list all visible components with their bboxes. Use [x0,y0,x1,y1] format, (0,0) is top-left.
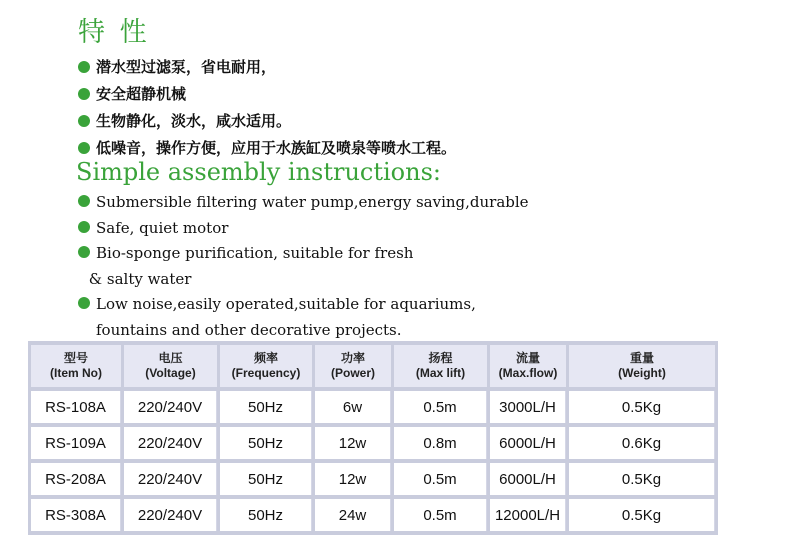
cn-heading: 特 性 [78,17,150,48]
column-header [220,345,312,387]
cell-max-lift: 0.5m [394,463,487,495]
cn-feature-text: 潜水型过滤泵，省电耐用， [96,58,277,76]
cn-feature-text: 安全超静机械 [96,85,187,103]
column-header [315,345,391,387]
en-feature-item [78,241,529,292]
en-feature-text: Submersible filtering water pump,energy saving,durable [96,193,529,211]
table-row [31,427,715,459]
table-row [31,499,715,531]
bullet-icon [78,61,90,73]
bullet-icon [78,88,90,100]
cell-item-no: RS-208A [31,463,121,495]
cell-frequency: 50Hz [220,391,312,423]
column-header [490,345,566,387]
column-header [31,345,121,387]
en-feature-item [78,190,529,216]
bullet-icon [78,297,90,309]
en-feature-text: Low noise,easily operated,suitable for aquariums, [96,295,476,313]
cell-max-lift: 0.8m [394,427,487,459]
en-feature-text-cont: & salty water [84,269,192,288]
en-feature-list [78,190,529,343]
column-header-cn: 功率 [340,351,365,365]
cn-feature-list [78,53,456,161]
cell-frequency: 50Hz [220,463,312,495]
column-header-en: (Item No) [50,366,102,380]
cell-max-lift: 0.5m [394,391,487,423]
cell-item-no: RS-308A [31,499,121,531]
column-header [569,345,715,387]
column-header [394,345,487,387]
cell-max-lift: 0.5m [394,499,487,531]
cell-max-flow: 6000L/H [490,427,566,459]
cn-feature-item [78,53,456,80]
table-row [31,463,715,495]
table-row [31,391,715,423]
cn-feature-item [78,107,456,134]
cell-weight: 0.5Kg [569,463,715,495]
column-header-en: (Power) [330,366,375,380]
cell-power: 6w [315,391,391,423]
column-header-en: (Max lift) [415,366,466,380]
en-feature-item [78,216,529,242]
en-feature-text-cont: fountains and other decorative projects. [96,320,402,339]
cell-weight: 0.5Kg [569,499,715,531]
cell-max-flow: 6000L/H [490,463,566,495]
bullet-icon [78,246,90,258]
cell-voltage: 220/240V [124,427,217,459]
cell-voltage: 220/240V [124,463,217,495]
column-header-cn: 流量 [515,351,540,365]
spec-table [28,341,718,535]
cell-item-no: RS-109A [31,427,121,459]
cn-feature-item [78,80,456,107]
column-header-en: (Weight) [618,366,666,380]
cell-frequency: 50Hz [220,427,312,459]
column-header-cn: 型号 [63,351,88,365]
cn-feature-text: 生物静化，淡水，咸水适用。 [96,112,292,130]
en-heading: Simple assembly instructions: [76,158,441,186]
column-header-cn: 重量 [629,351,654,365]
column-header-en: (Frequency) [231,366,301,380]
bullet-icon [78,221,90,233]
bullet-icon [78,142,90,154]
cell-max-flow: 3000L/H [490,391,566,423]
column-header [124,345,217,387]
en-feature-item [78,292,529,343]
cell-voltage: 220/240V [124,499,217,531]
cell-frequency: 50Hz [220,499,312,531]
table-header-row [31,345,715,387]
cell-weight: 0.5Kg [569,391,715,423]
bullet-icon [78,195,90,207]
cell-item-no: RS-108A [31,391,121,423]
cell-power: 12w [315,463,391,495]
cell-max-flow: 12000L/H [490,499,566,531]
column-header-en: (Voltage) [145,366,196,380]
column-header-cn: 扬程 [428,351,453,365]
cell-voltage: 220/240V [124,391,217,423]
column-header-cn: 频率 [253,351,278,365]
cell-weight: 0.6Kg [569,427,715,459]
cn-feature-text: 低噪音，操作方便，应用于水族缸及喷泉等喷水工程。 [96,139,457,157]
bullet-icon [78,115,90,127]
cell-power: 12w [315,427,391,459]
cn-feature-item [78,134,456,161]
en-feature-text: Bio-sponge purification, suitable for fresh [96,244,414,262]
column-header-cn: 电压 [158,351,183,365]
column-header-en: (Max.flow) [498,366,558,380]
en-feature-text: Safe, quiet motor [96,218,229,237]
cell-power: 24w [315,499,391,531]
